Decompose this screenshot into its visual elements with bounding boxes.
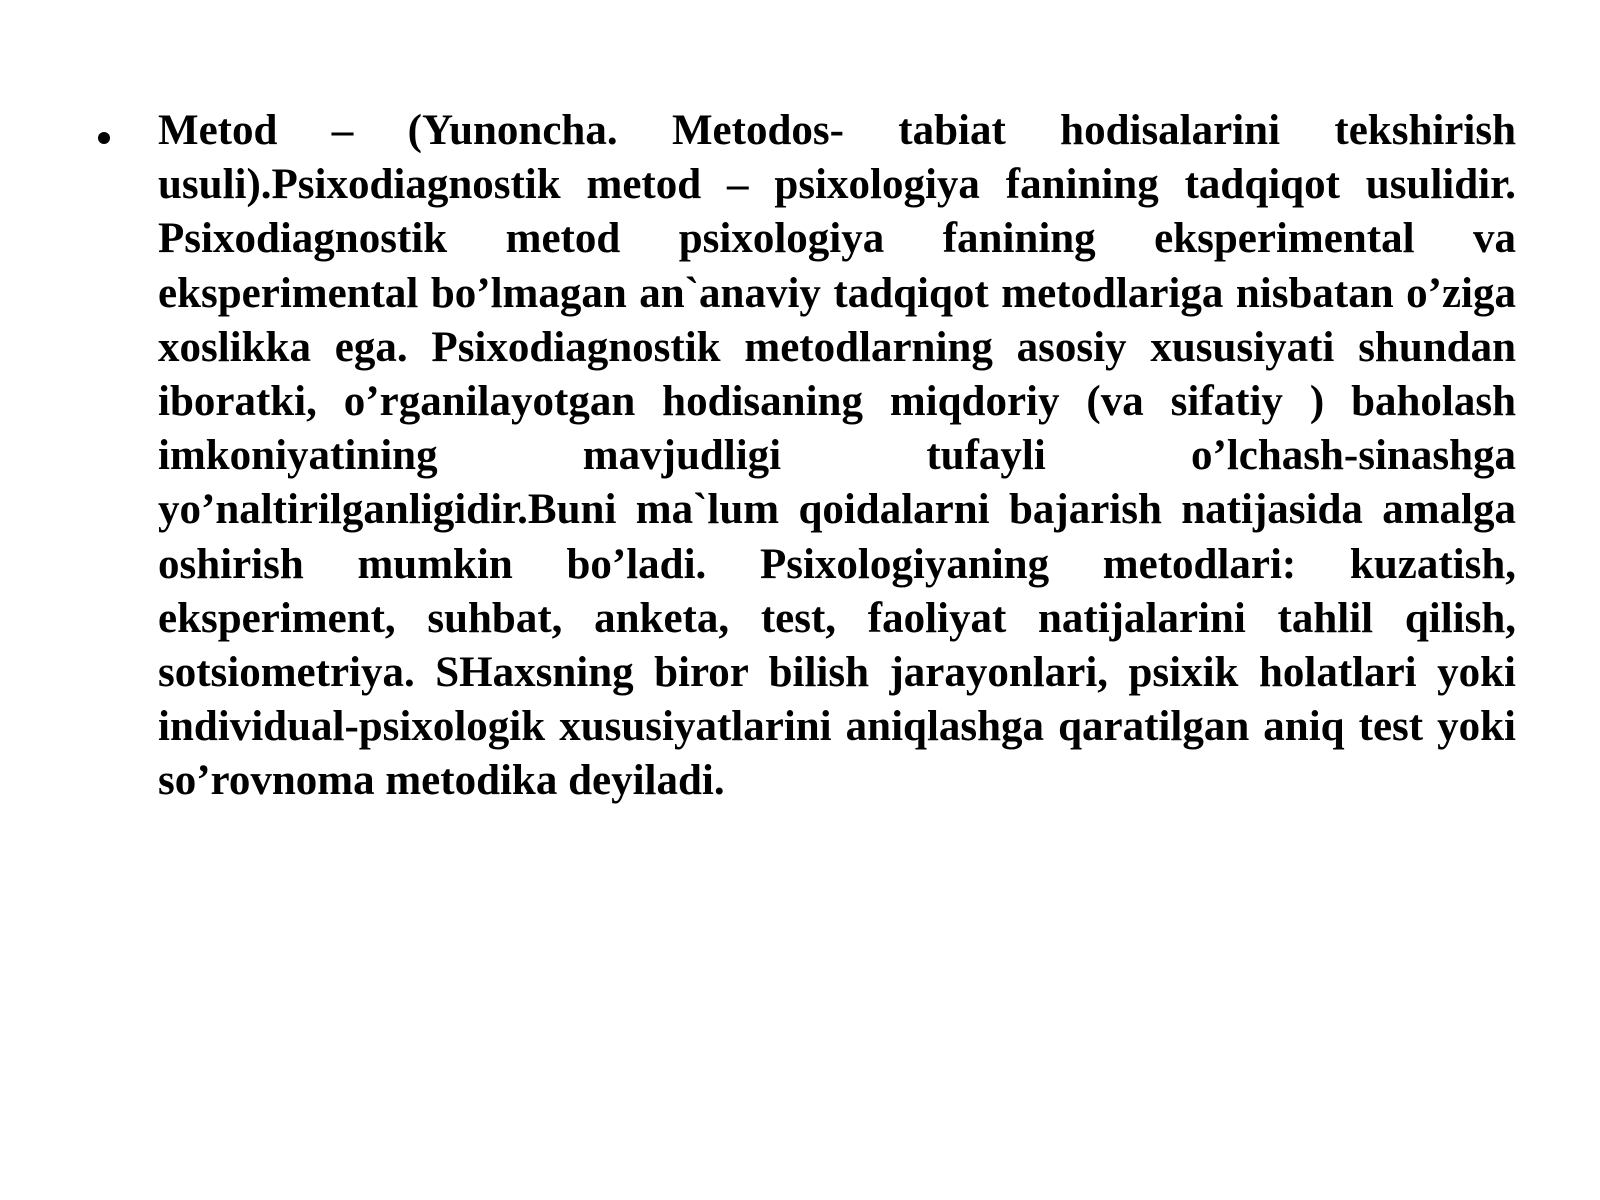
bullet-dot-icon [98, 132, 110, 144]
bullet-list [96, 104, 1516, 809]
list-item [96, 104, 1516, 809]
bullet-text: Metod – (Yunoncha. Metodos- tabiat hodisalarini tekshirish usuli).Psixodiagnostik metod – psixologiya fanining tadqiqot usulidir. Psixodiagnostik metod psixologiya fanining eksperimental va eksperimental bo’lmagan an`anaviy tadqiqot metodlariga nisbatan o’ziga xoslikka ega. Psixodiagnostik metodlarning asosiy xususiyati shundan iboratki, o’rganilayotgan hodisaning miqdoriy (va sifatiy ) baholash imkoniyatining mavjudligi tufayli o’lchash-sinashga yo’naltirilganligidir.Buni ma`lum qoidalarni bajarish natijasida amalga oshirish mumkin bo’ladi. Psixologiyaning metodlari: kuzatish, eksperiment, suhbat, anketa, test, faoliyat natijalarini tahlil qilish, sotsiometriya. SHaxsning biror bilish jarayonlari, psixik holatlari yoki individual-psixologik xususiyatlarini aniqlashga qaratilgan aniq test yoki so’rovnoma metodika deyiladi. [158, 107, 1516, 805]
